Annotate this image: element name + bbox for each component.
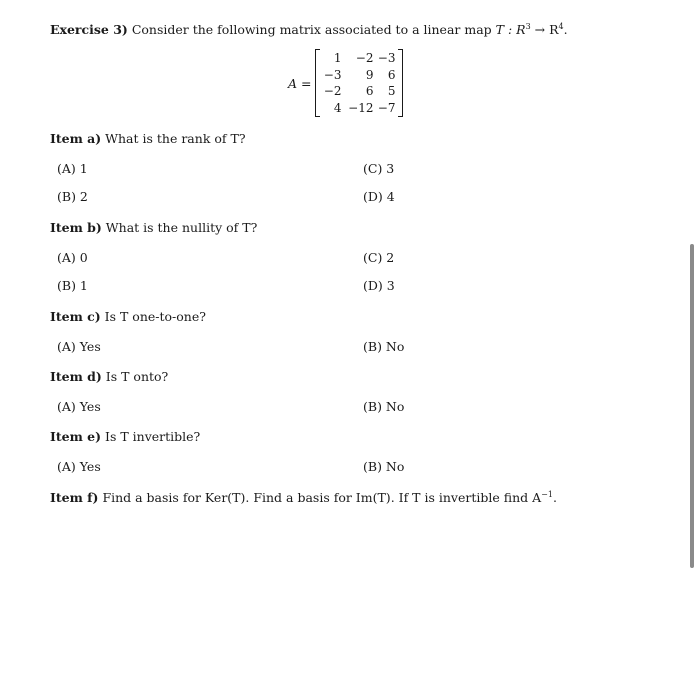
item-d-text: Is T onto? [105, 369, 169, 384]
map-notation: T : R [495, 22, 526, 37]
item-e-option-B[interactable]: (B) No [363, 459, 405, 474]
vertical-scrollbar[interactable] [690, 244, 694, 568]
exercise-label: Exercise 3) [50, 22, 128, 37]
item-a-question [50, 131, 246, 146]
exercise-text: Consider the following matrix associated to a linear map [131, 22, 492, 37]
item-b-option-C[interactable]: (C) 2 [363, 250, 395, 265]
item-c-option-A[interactable]: (A) Yes [57, 339, 101, 354]
item-a-label: Item a) [50, 131, 102, 146]
domain-exponent: 3 [525, 21, 531, 31]
header-end: . [563, 22, 568, 37]
matrix-cell: 1 [333, 51, 342, 65]
matrix-grid [320, 50, 398, 116]
matrix-cell: −3 [377, 51, 396, 65]
item-a-option-D[interactable]: (D) 4 [363, 189, 395, 204]
item-e-label: Item e) [50, 429, 102, 444]
item-f-end: . [552, 490, 557, 505]
matrix-cell: −2 [323, 84, 342, 98]
matrix-cell: 6 [387, 67, 396, 82]
item-f-question [50, 490, 557, 505]
item-c-label: Item c) [50, 309, 101, 324]
matrix-cell: 6 [365, 84, 374, 98]
item-f-exponent: −1 [541, 489, 553, 499]
item-e-text: Is T invertible? [105, 429, 201, 444]
codomain-exponent: 4 [558, 21, 564, 31]
matrix-cell: −12 [348, 100, 374, 115]
item-e-option-A[interactable]: (A) Yes [57, 459, 101, 474]
matrix-cell: −2 [355, 51, 374, 65]
item-a-text: What is the rank of T? [105, 131, 246, 146]
matrix-cell: 4 [333, 100, 342, 115]
item-f-text: Find a basis for Ker(T). Find a basis for Im(T). If T is invertible find A [102, 490, 542, 505]
matrix-right-bracket [398, 49, 403, 117]
matrix-A [288, 50, 403, 116]
item-d-option-A[interactable]: (A) Yes [57, 399, 101, 414]
item-f-label: Item f) [50, 490, 99, 505]
item-e-question [50, 429, 200, 444]
arrow-codomain: → R [530, 22, 559, 37]
item-c-question [50, 309, 206, 324]
matrix-cell: 9 [365, 67, 374, 82]
matrix-cell: −3 [323, 67, 342, 82]
item-a-option-B[interactable]: (B) 2 [57, 189, 88, 204]
item-a-option-C[interactable]: (C) 3 [363, 161, 395, 176]
item-a-option-A[interactable]: (A) 1 [57, 161, 88, 176]
item-d-label: Item d) [50, 369, 102, 384]
item-b-label: Item b) [50, 220, 102, 235]
item-c-option-B[interactable]: (B) No [363, 339, 405, 354]
item-d-option-B[interactable]: (B) No [363, 399, 405, 414]
item-b-question [50, 220, 257, 235]
item-d-question [50, 369, 168, 384]
exercise-header [50, 22, 568, 37]
matrix-cell: −7 [377, 100, 396, 115]
item-b-text: What is the nullity of T? [105, 220, 258, 235]
item-b-option-B[interactable]: (B) 1 [57, 278, 88, 293]
item-b-option-A[interactable]: (A) 0 [57, 250, 88, 265]
matrix-cell: 5 [387, 84, 396, 98]
matrix-label: A = [288, 75, 312, 91]
item-c-text: Is T one-to-one? [104, 309, 206, 324]
item-b-option-D[interactable]: (D) 3 [363, 278, 395, 293]
